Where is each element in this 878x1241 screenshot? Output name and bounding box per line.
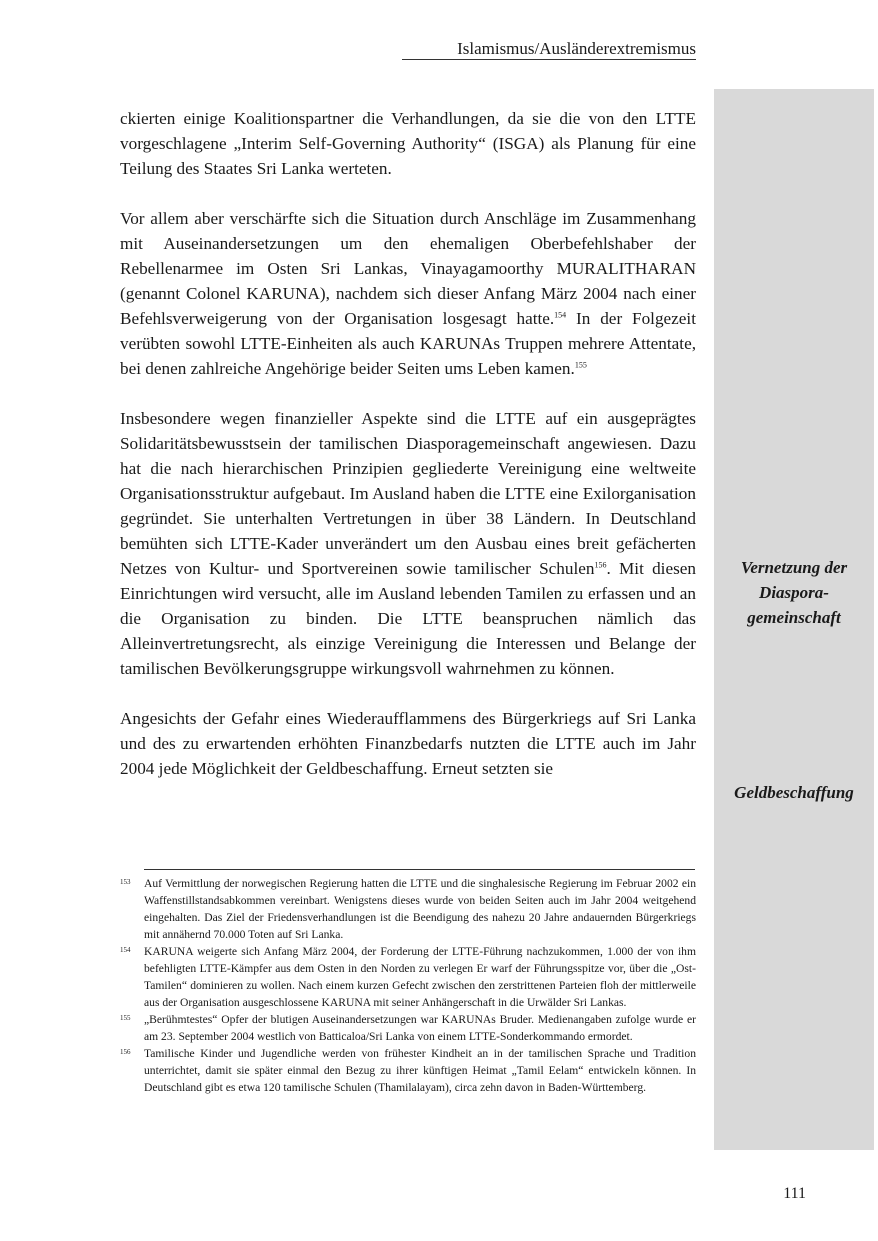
- footnote-ref-155[interactable]: 155: [574, 360, 587, 370]
- paragraph-3-part-b: . Mit diesen Einrichtungen wird versucht, alle im Ausland lebenden Tamilen zu erfassen und an die Organisation zu binden. Die LTTE beanspruchen nämlich das Alleinvertretungsrecht, als einzige Vereinigung die Interessen und Belange der tamilischen Bevölkerungsgruppe wirkungsvoll wahrnehmen zu können.: [120, 559, 696, 678]
- margin-note-fundraising: Geldbeschaffung: [734, 783, 854, 802]
- paragraph-3-part-a: Insbesondere wegen finanzieller Aspekte sind die LTTE auf ein ausgeprägtes Solidaritätsbewusstsein der tamilischen Diasporagemeinschaft angewiesen. Dazu hat die nach hierarchischen Prinzipien gegliederte Vereinigung eine weltweite Organisationsstruktur aufgebaut. Im Ausland haben die LTTE eine Exilorganisation gegründet. Sie unterhalten Vertretungen in über 38 Ländern. In Deutschland bemühten sich LTTE-Kader unverändert um den Ausbau eines breit gefächerten Netzes von Kultur- und Sportvereinen sowie tamilischer Schulen: [120, 409, 696, 578]
- footnote-text: „Berühmtestes“ Opfer der blutigen Auseinandersetzungen war KARUNAs Bruder. Medienangaben zufolge wurde er am 23. September 2004 westlich von Batticaloa/Sri Lanka von einem LTTE-Sonderkommando ermordet.: [144, 1013, 696, 1043]
- footnote-number: 153: [120, 878, 131, 886]
- footnote-number: 155: [120, 1014, 131, 1022]
- footnote-ref-156[interactable]: 156: [594, 560, 607, 570]
- paragraph-2-part-b: In der Folgezeit verübten sowohl LTTE-Einheiten als auch KARUNAs Truppen mehrere Attentate, bei denen zahlreiche Angehörige beider Seiten ums Leben kamen.: [120, 309, 696, 378]
- running-title: Islamismus/Ausländerextremismus: [457, 39, 696, 58]
- footnote-154: [120, 943, 696, 1011]
- margin-note-diaspora-line2: Diaspora-: [759, 583, 829, 602]
- header-rule: [402, 59, 696, 60]
- margin-note-diaspora-line3: gemeinschaft: [747, 608, 841, 627]
- main-text: [120, 106, 696, 806]
- footnote-156: [120, 1045, 696, 1096]
- footnote-number: 154: [120, 946, 131, 954]
- footnote-number: 156: [120, 1048, 131, 1056]
- footnote-155: [120, 1011, 696, 1045]
- paragraph-2-part-a: Vor allem aber verschärfte sich die Situation durch Anschläge im Zusammenhang mit Auseinandersetzungen um den ehemaligen Oberbefehlshaber der Rebellenarmee im Osten Sri Lankas, Vinayagamoorthy MURALITHARAN (genannt Colonel KARUNA), nachdem sich dieser Anfang März 2004 nach einer Befehlsverweigerung von der Organisation losgesagt hatte.: [120, 209, 696, 328]
- footnotes: [120, 875, 696, 1096]
- footnote-text: Tamilische Kinder und Jugendliche werden von frühester Kindheit an in der tamilischen Sprache und Tradition unterrichtet, damit sie später einmal den Bezug zu ihrer künftigen Heimat „Tamil Eelam“ entwickeln können. In Deutschland gibt es etwa 120 tamilische Schulen (Thamilalayam), circa zehn davon in Baden-Württemberg.: [144, 1047, 696, 1094]
- footnote-text: Auf Vermittlung der norwegischen Regierung hatten die LTTE und die singhalesische Regierung im Februar 2002 ein Waffenstillstandsabkommen vereinbart. Wenigstens dieses wurde von beiden Seiten auch im Jahr 2004 weitgehend eingehalten. Das Ziel der Friedensverhandlungen ist die Beendigung des nahezu 20 Jahre andauernden Bürgerkriegs mit annähernd 70.000 Toten auf Sri Lanka.: [144, 877, 696, 941]
- page-number: 111: [783, 1185, 806, 1202]
- footnote-ref-154[interactable]: 154: [554, 310, 567, 320]
- paragraph-1: ckierten einige Koalitionspartner die Verhandlungen, da sie die von den LTTE vorgeschlagene „Interim Self-Governing Authority“ (ISGA) als Planung für eine Teilung des Staates Sri Lanka werteten.: [120, 109, 696, 178]
- margin-note-diaspora: [714, 555, 874, 630]
- paragraph-2: [120, 206, 696, 381]
- margin-note-diaspora-line1: Vernetzung der: [740, 558, 848, 577]
- paragraph-4: Angesichts der Gefahr eines Wiederaufflammens des Bürgerkriegs auf Sri Lanka und des zu erwartenden erhöhten Finanzbedarfs nutzten die LTTE auch im Jahr 2004 jede Möglichkeit der Geldbeschaffung. Erneut setzten sie: [120, 709, 696, 778]
- footnote-rule: [144, 869, 695, 870]
- footnote-153: [120, 875, 696, 943]
- footnote-text: KARUNA weigerte sich Anfang März 2004, der Forderung der LTTE-Führung nachzukommen, 1.000 der von ihm befehligten LTTE-Kämpfer aus dem Osten in den Norden zu verlegen Er warf der Führungsspitze vor, über die „Ost-Tamilen“ dominieren zu wollen. Nach einem kurzen Gefecht zwischen den zerstrittenen Parteien floh der mittlerweile aus der Organisation ausgeschlossene KARUNA mit seiner Anhängerschaft in die Urwälder Sri Lankas.: [144, 945, 696, 1009]
- paragraph-3: [120, 406, 696, 681]
